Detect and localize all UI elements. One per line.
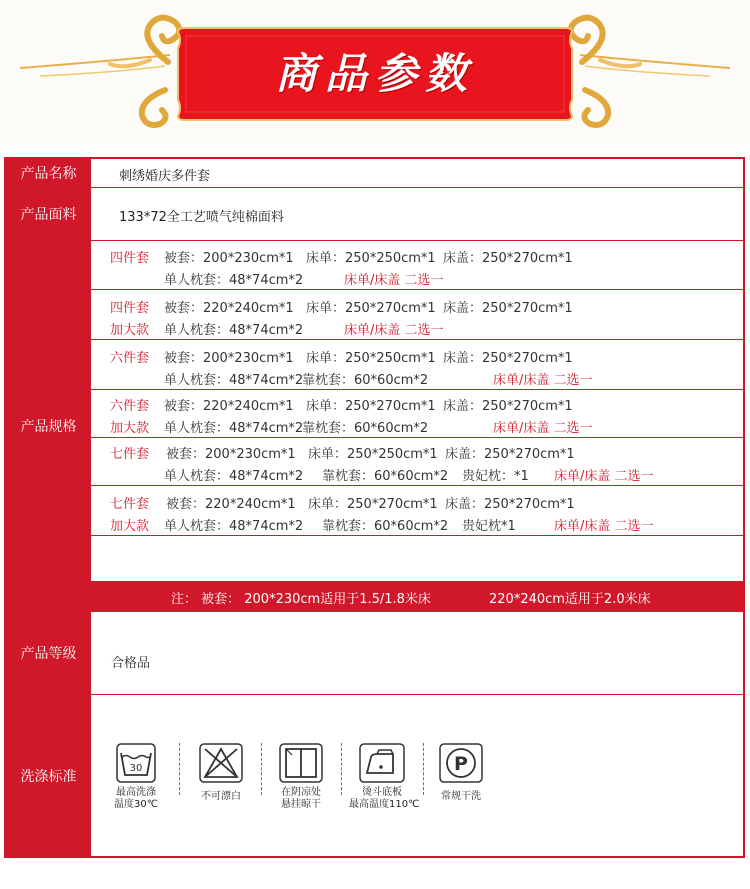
spec-set-name: 六件套	[110, 399, 150, 414]
care-caption: 在阴凉处	[281, 787, 321, 798]
spec-choice: 床单/床盖 二选一	[493, 373, 593, 388]
spec-set-variant: 加大款	[110, 323, 150, 338]
spec-item: 床单：250*250cm*1	[308, 447, 438, 462]
divider	[91, 535, 743, 536]
label-fabric: 产品面料	[6, 188, 91, 240]
label-wash: 洗涤标准	[6, 695, 91, 856]
spec-item: 床盖：250*270cm*1	[445, 447, 575, 462]
spec-choice: 床单/床盖 二选一	[554, 519, 654, 534]
spec-note	[91, 581, 743, 611]
spec-item: 被套：200*230cm*1	[164, 251, 294, 266]
divider	[91, 437, 743, 438]
spec-item: 靠枕套：60*60cm*2	[302, 421, 429, 436]
spec-choice: 床单/床盖 二选一	[554, 469, 654, 484]
spec-item: 床单：250*270cm*1	[306, 399, 436, 414]
spec-item: 被套：220*240cm*1	[164, 399, 294, 414]
dry-clean-glyph: P	[454, 753, 468, 775]
label-product-name: 产品名称	[6, 159, 91, 187]
care-caption: 最高温度110℃	[349, 799, 420, 810]
spec-item: 被套：220*240cm*1	[164, 301, 294, 316]
care-caption: 不可漂白	[201, 791, 241, 802]
spec-item: 单人枕套：48*74cm*2	[164, 469, 304, 484]
spec-set-name: 七件套	[110, 497, 150, 512]
dry-clean-p-icon	[439, 743, 483, 783]
line-dry-shade-icon	[279, 743, 323, 783]
row-grade	[6, 612, 743, 694]
spec-item: 床单：250*270cm*1	[308, 497, 438, 512]
spec-choice: 床单/床盖 二选一	[493, 421, 593, 436]
spec-item: 床盖：250*270cm*1	[445, 497, 575, 512]
label-spec: 产品规格	[6, 241, 91, 611]
spec-table	[4, 157, 745, 858]
spec-item: 床盖：250*270cm*1	[443, 301, 573, 316]
divider	[91, 339, 743, 340]
spec-item: 靠枕套：60*60cm*2	[322, 519, 449, 534]
wash-temp-text: 30	[129, 763, 143, 774]
spec-item: 床盖：250*270cm*1	[443, 399, 573, 414]
divider	[341, 743, 342, 795]
spec-note-b: 220*240cm适用于2.0米床	[489, 592, 651, 607]
spec-item: 单人枕套：48*74cm*2	[164, 373, 304, 388]
spec-item: 床单：250*250cm*1	[306, 251, 436, 266]
spec-item: 床单：250*250cm*1	[306, 351, 436, 366]
spec-set-variant: 加大款	[110, 519, 150, 534]
wash-30-icon	[116, 743, 156, 783]
page-title: 商品参数	[274, 49, 475, 98]
product-name-value: 刺绣婚庆多件套	[119, 169, 211, 184]
label-grade: 产品等级	[6, 612, 91, 694]
care-caption: 温度30℃	[114, 799, 158, 810]
header-banner	[0, 0, 750, 145]
spec-item: 贵妃枕*1	[462, 519, 516, 534]
spec-choice: 床单/床盖 二选一	[344, 323, 444, 338]
spec-note-a: 注： 被套： 200*230cm适用于1.5/1.8米床	[171, 592, 431, 607]
fabric-value: 133*72全工艺喷气纯棉面料	[119, 210, 284, 225]
no-bleach-icon	[199, 743, 243, 783]
divider	[91, 485, 743, 486]
care-caption: 烫斗底板	[362, 787, 402, 798]
spec-item: 单人枕套：48*74cm*2	[164, 519, 304, 534]
spec-item: 靠枕套：60*60cm*2	[302, 373, 429, 388]
spec-item: 被套：200*230cm*1	[164, 351, 294, 366]
care-caption: 悬挂晾干	[281, 799, 321, 810]
divider	[179, 743, 180, 795]
spec-item: 贵妃枕：*1	[462, 469, 529, 484]
row-wash	[6, 695, 743, 856]
spec-item: 床盖：250*270cm*1	[443, 251, 573, 266]
spec-item: 床单：250*270cm*1	[306, 301, 436, 316]
spec-choice: 床单/床盖 二选一	[344, 273, 444, 288]
care-caption: 常规干洗	[441, 791, 481, 802]
spec-set-name: 七件套	[110, 447, 150, 462]
spec-item: 被套：200*230cm*1	[166, 447, 296, 462]
spec-item: 单人枕套：48*74cm*2	[164, 323, 304, 338]
row-fabric	[6, 188, 743, 240]
divider	[423, 743, 424, 795]
divider	[91, 389, 743, 390]
spec-set-name: 四件套	[110, 251, 150, 266]
spec-set-name: 六件套	[110, 351, 150, 366]
spec-item: 被套：220*240cm*1	[166, 497, 296, 512]
care-caption: 最高洗涤	[116, 787, 156, 798]
grade-value: 合格品	[111, 656, 151, 671]
divider	[91, 289, 743, 290]
spec-set-variant: 加大款	[110, 421, 150, 436]
spec-item: 床盖：250*270cm*1	[443, 351, 573, 366]
spec-item: 单人枕套：48*74cm*2	[164, 273, 304, 288]
row-product-name	[6, 159, 743, 187]
spec-set-name: 四件套	[110, 301, 150, 316]
iron-110-icon	[359, 743, 405, 783]
spec-item: 单人枕套：48*74cm*2	[164, 421, 304, 436]
spec-item: 靠枕套：60*60cm*2	[322, 469, 449, 484]
divider	[261, 743, 262, 795]
